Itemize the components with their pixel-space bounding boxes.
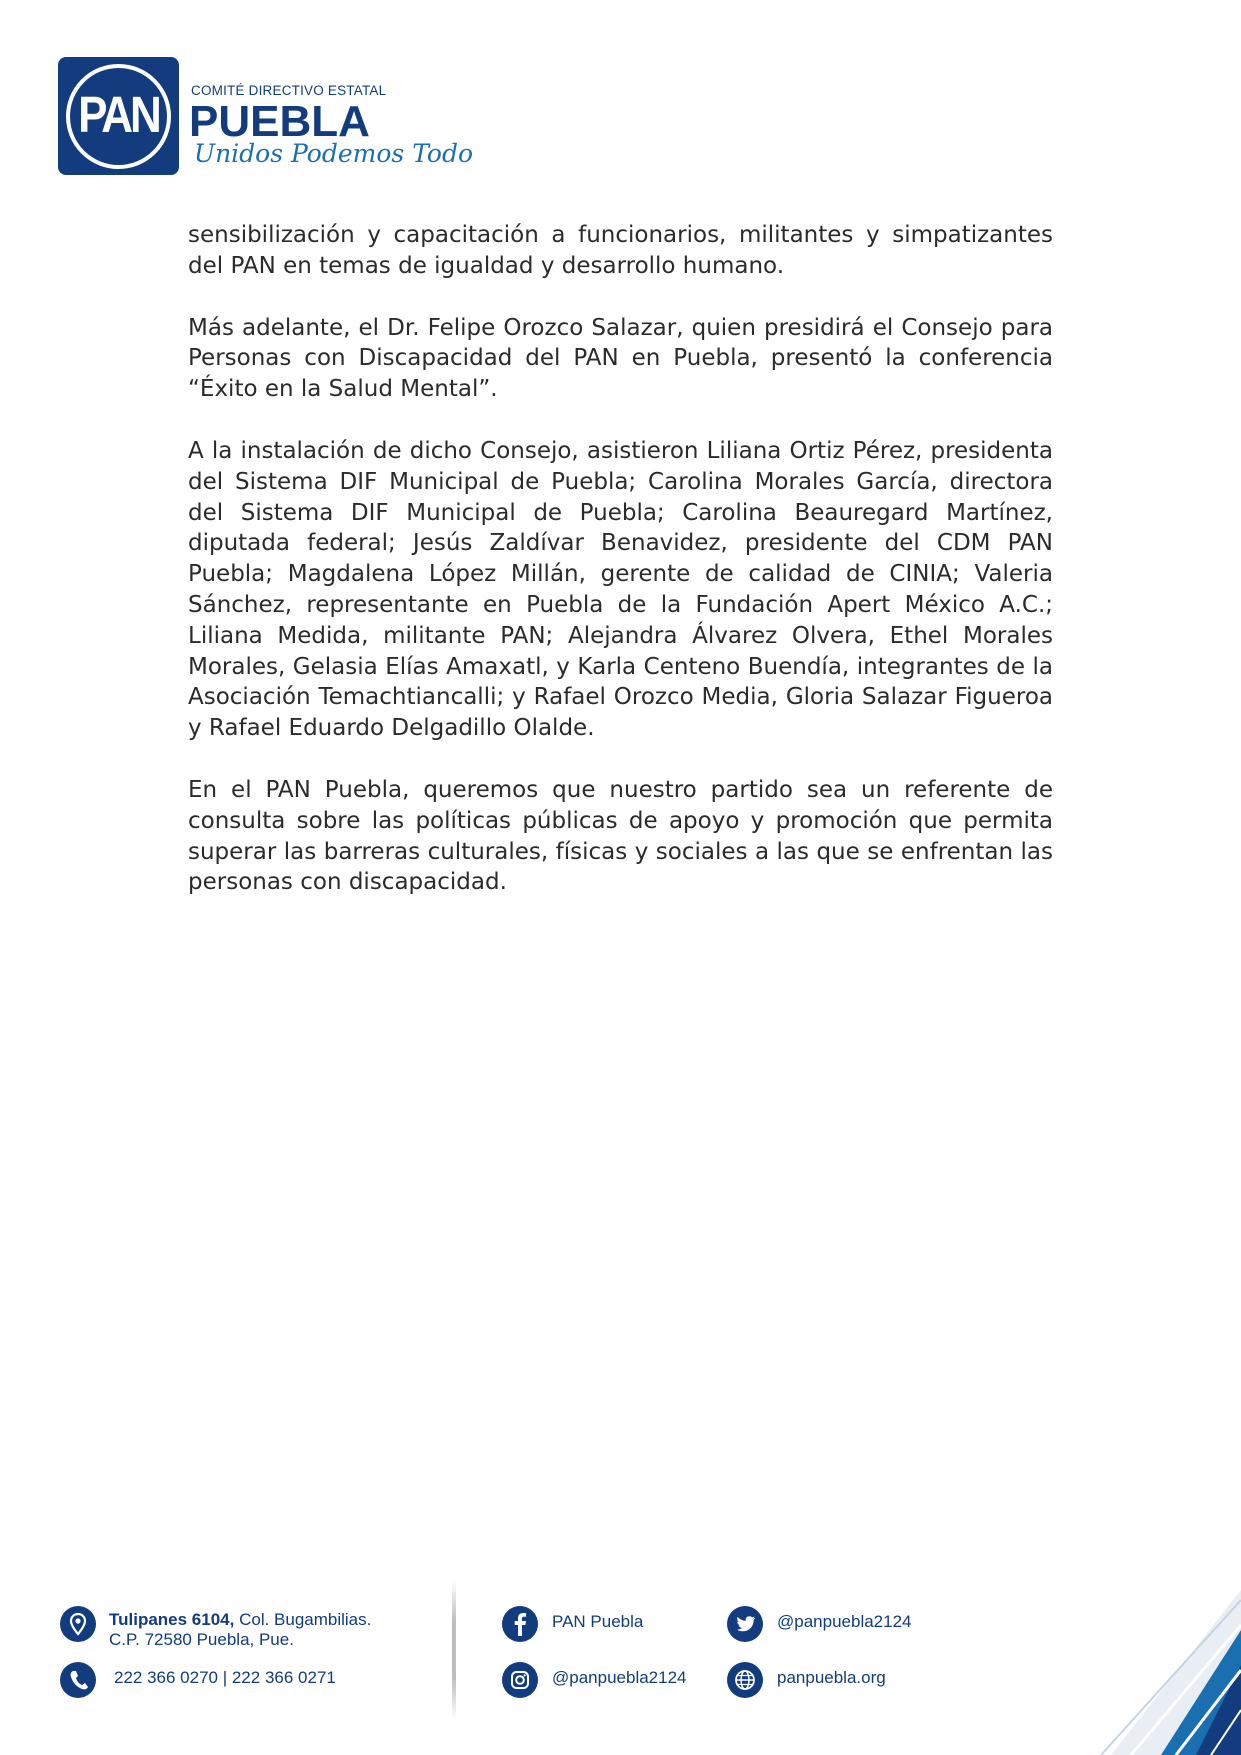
document-body (188, 220, 1053, 929)
address-street: Tulipanes 6104, (109, 1610, 235, 1629)
logo-slogan: Unidos Podemos Todo (194, 139, 474, 168)
twitter-icon (727, 1606, 763, 1642)
logo-pan-text: PAN (78, 87, 159, 144)
globe-icon (727, 1662, 763, 1698)
footer-divider (452, 1580, 456, 1720)
facebook-handle[interactable]: PAN Puebla (552, 1612, 644, 1631)
website-link[interactable]: panpuebla.org (777, 1668, 886, 1687)
phone-icon (60, 1662, 96, 1698)
logo-city: PUEBLA (189, 97, 370, 146)
paragraph-2: Más adelante, el Dr. Felipe Orozco Salazar, quien presidirá el Consejo para Personas con Discapacidad del PAN en Puebla, presentó la conferencia “Éxito en la Salud Mental”. (188, 314, 1053, 403)
logo-committee: COMITÉ DIRECTIVO ESTATAL (191, 83, 387, 98)
pan-puebla-logo (58, 57, 474, 177)
address-line-1 (109, 1610, 371, 1630)
address-col: Col. Bugambilias. (234, 1610, 372, 1629)
instagram-icon (502, 1662, 538, 1698)
address-line-2: C.P. 72580 Puebla, Pue. (109, 1630, 294, 1649)
decorative-corner-stripes (961, 1570, 1241, 1755)
phone-numbers: 222 366 0270 | 222 366 0271 (114, 1668, 336, 1687)
footer (0, 1570, 1241, 1755)
location-pin-icon (60, 1606, 96, 1642)
paragraph-1: sensibilización y capacitación a funcionarios, militantes y simpatizantes del PAN en temas de igualdad y desarrollo humano. (188, 222, 1053, 279)
instagram-handle[interactable]: @panpuebla2124 (552, 1668, 687, 1687)
logo-badge (58, 57, 179, 175)
facebook-icon (502, 1606, 538, 1642)
twitter-handle[interactable]: @panpuebla2124 (777, 1612, 912, 1631)
paragraph-3: A la instalación de dicho Consejo, asistieron Liliana Ortiz Pérez, presidenta del Sistema DIF Municipal de Puebla; Carolina Morales García, directora del Sistema DIF Municipal de Puebla; Carolina Beauregard Martínez, diputada federal; Jesús Zaldívar Benavidez, presidente del CDM PAN Puebla; Magdalena López Millán, gerente de calidad de CINIA; Valeria Sánchez, representante en Puebla de la Fundación Apert México A.C.; Liliana Medida, militante PAN; Alejandra Álvarez Olvera, Ethel Morales Morales, Gelasia Elías Amaxatl, y Karla Centeno Buendía, integrantes de la Asociación Temachtiancalli; y Rafael Orozco Media, Gloria Salazar Figueroa y Rafael Eduardo Delgadillo Olalde. (188, 437, 1053, 742)
paragraph-4: En el PAN Puebla, queremos que nuestro partido sea un referente de consulta sobre las políticas públicas de apoyo y promoción que permita superar las barreras culturales, físicas y sociales a las que se enfrentan las personas con discapacidad. (188, 776, 1053, 896)
